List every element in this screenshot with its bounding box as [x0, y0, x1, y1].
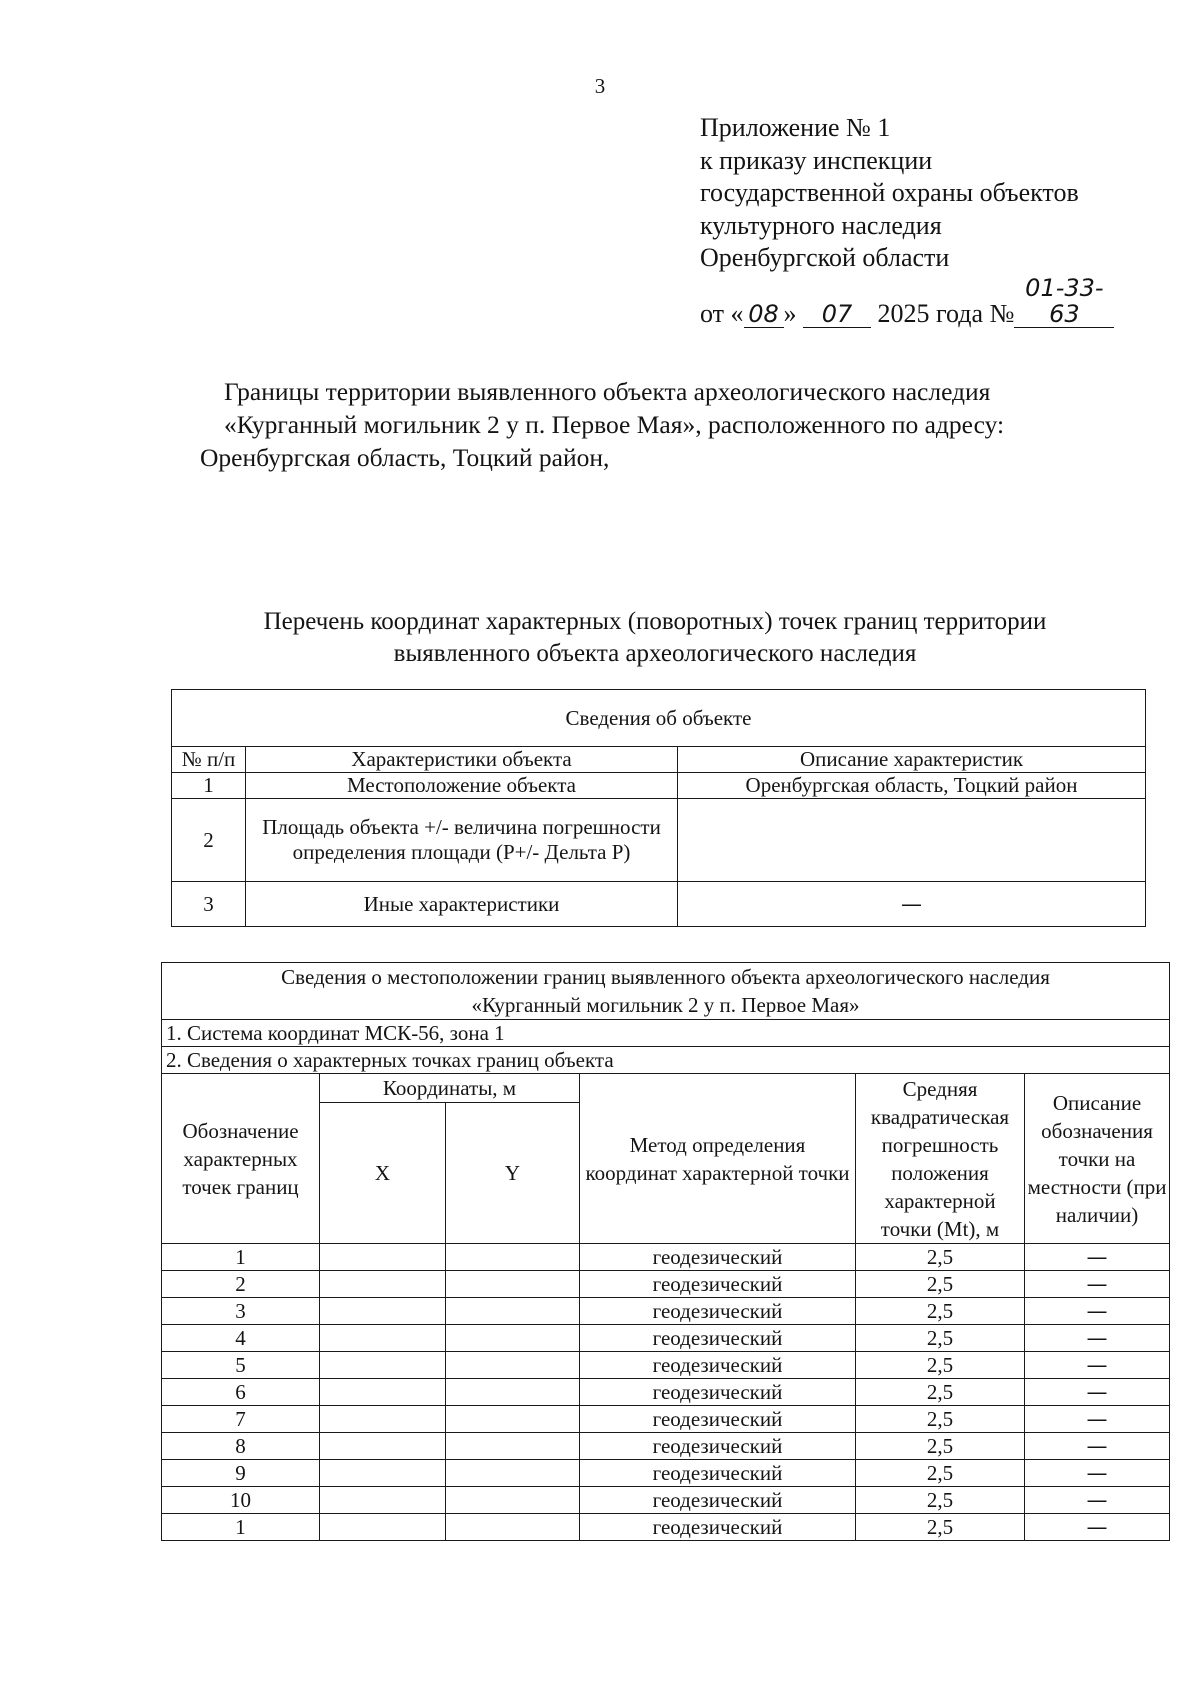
characteristic-name: Площадь объекта +/- величина погрешности определения площади (P+/- Дельта P) [246, 799, 678, 882]
coord-x [320, 1325, 446, 1352]
accuracy-cell: 2,5 [856, 1379, 1025, 1406]
column-header: Характеристики объекта [246, 747, 678, 773]
row-number: 2 [172, 799, 246, 882]
point-number: 6 [162, 1379, 320, 1406]
accuracy-cell: 2,5 [856, 1352, 1025, 1379]
coord-x [320, 1460, 446, 1487]
appendix-line: к приказу инспекции [700, 145, 933, 175]
appendix-line: культурного наследия [700, 210, 942, 240]
page-number: 3 [594, 74, 606, 98]
method-cell: геодезический [580, 1460, 856, 1487]
characteristic-value: Оренбургская область, Тоцкий район [678, 773, 1146, 799]
coord-x [320, 1487, 446, 1514]
header-description: Описание обозначения точки на местности (при наличии) [1025, 1074, 1170, 1244]
method-cell: геодезический [580, 1433, 856, 1460]
object-info-table [171, 689, 1146, 927]
characteristic-value [678, 799, 1146, 882]
coord-x [320, 1271, 446, 1298]
header-accuracy: Средняя квадратическая погрешность положения характерной точки (Mt), м [856, 1074, 1025, 1244]
document-title [200, 375, 1120, 474]
boundary-points-table [161, 962, 1170, 1541]
coord-x [320, 1244, 446, 1271]
method-cell: геодезический [580, 1514, 856, 1541]
section-coordinate-system: 1. Система координат МСК-56, зона 1 [162, 1020, 1170, 1047]
method-cell: геодезический [580, 1487, 856, 1514]
coord-y [446, 1298, 580, 1325]
description-cell: — [1025, 1433, 1170, 1460]
table-row [162, 1487, 1170, 1514]
handwritten-month: 07 [803, 301, 871, 328]
point-number: 10 [162, 1487, 320, 1514]
method-cell: геодезический [580, 1379, 856, 1406]
method-cell: геодезический [580, 1352, 856, 1379]
point-number: 4 [162, 1325, 320, 1352]
point-number: 3 [162, 1298, 320, 1325]
point-number: 9 [162, 1460, 320, 1487]
accuracy-cell: 2,5 [856, 1514, 1025, 1541]
title-line: Границы территории выявленного объекта археологического наследия [224, 377, 991, 406]
accuracy-cell: 2,5 [856, 1460, 1025, 1487]
coord-y [446, 1433, 580, 1460]
method-cell: геодезический [580, 1406, 856, 1433]
method-cell: геодезический [580, 1325, 856, 1352]
description-cell: — [1025, 1298, 1170, 1325]
point-number: 2 [162, 1271, 320, 1298]
characteristic-name: Местоположение объекта [246, 773, 678, 799]
title-line: Оренбургская область, Тоцкий район, [200, 443, 610, 472]
appendix-block [700, 112, 1114, 330]
table-row [162, 1433, 1170, 1460]
accuracy-cell: 2,5 [856, 1244, 1025, 1271]
point-number: 8 [162, 1433, 320, 1460]
method-cell: геодезический [580, 1271, 856, 1298]
coord-y [446, 1325, 580, 1352]
coord-y [446, 1406, 580, 1433]
caption-line: Сведения о местоположении границ выявленного объекта археологического наследия [281, 965, 1050, 989]
description-cell: — [1025, 1406, 1170, 1433]
coord-y [446, 1487, 580, 1514]
method-cell: геодезический [580, 1298, 856, 1325]
caption-line: «Курганный могильник 2 у п. Первое Мая» [471, 993, 860, 1017]
table-row [162, 1271, 1170, 1298]
table-row [162, 1244, 1170, 1271]
coord-y [446, 1460, 580, 1487]
method-cell: геодезический [580, 1244, 856, 1271]
point-number: 7 [162, 1406, 320, 1433]
accuracy-cell: 2,5 [856, 1325, 1025, 1352]
year-text: 2025 года № [877, 298, 1015, 328]
description-cell: — [1025, 1244, 1170, 1271]
coord-x [320, 1433, 446, 1460]
table-row [172, 799, 1146, 882]
point-number: 1 [162, 1244, 320, 1271]
column-header: № п/п [172, 747, 246, 773]
coord-y [446, 1514, 580, 1541]
table-caption [162, 963, 1170, 1020]
header-y: Y [446, 1103, 580, 1244]
appendix-line: государственной охраны объектов [700, 178, 1079, 207]
header-method: Метод определения координат характерной точки [580, 1074, 856, 1244]
handwritten-order-number: 01-33-63 [1014, 275, 1114, 328]
accuracy-cell: 2,5 [856, 1487, 1025, 1514]
accuracy-cell: 2,5 [856, 1271, 1025, 1298]
coord-y [446, 1352, 580, 1379]
description-cell: — [1025, 1379, 1170, 1406]
quote-close: » [783, 298, 797, 328]
coord-x [320, 1406, 446, 1433]
coord-x [320, 1352, 446, 1379]
appendix-line: Приложение № 1 [700, 113, 891, 142]
coord-y [446, 1244, 580, 1271]
description-cell: — [1025, 1352, 1170, 1379]
coordinates-list-title [190, 606, 1120, 670]
date-prefix: от « [700, 298, 744, 328]
characteristic-name: Иные характеристики [246, 882, 678, 927]
row-number: 1 [172, 773, 246, 799]
coord-x [320, 1514, 446, 1541]
description-cell: — [1025, 1514, 1170, 1541]
coord-x [320, 1379, 446, 1406]
coord-y [446, 1379, 580, 1406]
coord-y [446, 1271, 580, 1298]
title-line: «Курганный могильник 2 у п. Первое Мая», расположенного по адресу: [224, 410, 1005, 439]
table-row [162, 1460, 1170, 1487]
row-number: 3 [172, 882, 246, 927]
description-cell: — [1025, 1487, 1170, 1514]
description-cell: — [1025, 1271, 1170, 1298]
table-caption: Сведения об объекте [172, 690, 1146, 747]
list-title-line: выявленного объекта археологического наследия [393, 640, 917, 667]
coord-x [320, 1298, 446, 1325]
table-row [172, 882, 1146, 927]
table-row [172, 773, 1146, 799]
order-date-line [700, 275, 1114, 331]
header-designation: Обозначение характерных точек границ [162, 1074, 320, 1244]
characteristic-value: — [678, 882, 1146, 927]
table-row [162, 1325, 1170, 1352]
description-cell: — [1025, 1325, 1170, 1352]
table-row [162, 1352, 1170, 1379]
list-title-line: Перечень координат характерных (поворотных) точек границ территории [263, 608, 1047, 635]
accuracy-cell: 2,5 [856, 1433, 1025, 1460]
section-points: 2. Сведения о характерных точках границ объекта [162, 1047, 1170, 1074]
column-header: Описание характеристик [678, 747, 1146, 773]
accuracy-cell: 2,5 [856, 1298, 1025, 1325]
accuracy-cell: 2,5 [856, 1406, 1025, 1433]
point-number: 5 [162, 1352, 320, 1379]
table-row [162, 1379, 1170, 1406]
handwritten-day: 08 [744, 301, 784, 328]
table-row [162, 1406, 1170, 1433]
appendix-line: Оренбургской области [700, 243, 950, 272]
header-x: X [320, 1103, 446, 1244]
table-row [162, 1514, 1170, 1541]
table-row [162, 1298, 1170, 1325]
header-coordinates: Координаты, м [320, 1074, 580, 1103]
point-number: 1 [162, 1514, 320, 1541]
description-cell: — [1025, 1460, 1170, 1487]
